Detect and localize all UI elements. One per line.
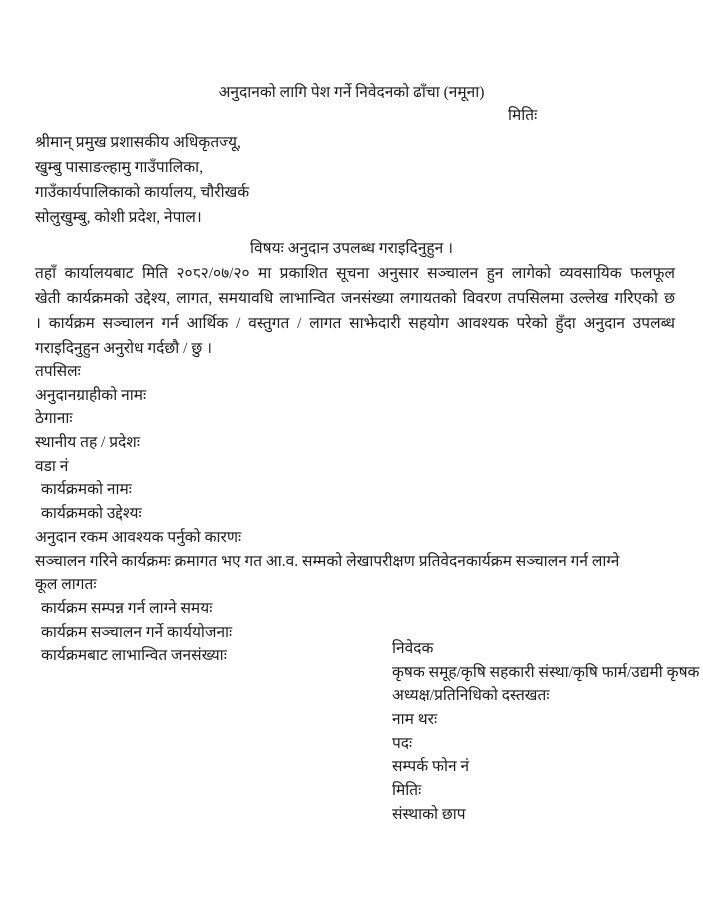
subject-line: विषयः अनुदान उपलब्ध गराइदिनुहुन । bbox=[250, 240, 453, 257]
field-grantee-name: अनुदानग्राहीको नामः bbox=[35, 386, 147, 404]
body-line: तहाँ कार्यालयबाट मिति २०८२/०७/२० मा प्रकाशित सूचना अनुसार सञ्चालन हुन लागेको व्यवसायिक फलफूल bbox=[35, 265, 675, 282]
signature-date-label: मितिः bbox=[392, 782, 422, 800]
recipient-address-block bbox=[35, 130, 249, 230]
body-paragraph bbox=[35, 261, 675, 361]
field-program-objective: कार्यक्रमको उद्देश्यः bbox=[41, 505, 142, 523]
signature-label: अध्यक्ष/प्रतिनिधिको दस्तखतः bbox=[392, 687, 550, 705]
recipient-district-line: सोलुखुम्बु, कोशी प्रदेश, नेपाल। bbox=[35, 209, 202, 226]
position-label: पदः bbox=[392, 734, 413, 752]
body-line: खेती कार्यक्रमको उद्देश्य, लागत, समयावधि लाभान्वित जनसंख्या लगायतको विवरण तपसिलमा उल्लेख गरिएको छ bbox=[35, 290, 675, 307]
name-surname-label: नाम थरः bbox=[392, 711, 438, 729]
field-total-cost: कूल लागतः bbox=[35, 576, 97, 594]
applicant-group-types: कृषक समूह/कृषि सहकारी संस्था/कृषि फार्म/उद्यमी कृषक bbox=[392, 663, 700, 681]
field-action-plan: कार्यक्रम सञ्चालन गर्ने कार्ययोजनाः bbox=[41, 623, 233, 641]
organization-stamp-label: संस्थाको छाप bbox=[392, 805, 466, 823]
body-line: । कार्यक्रम सञ्चालन गर्न आर्थिक / वस्तुगत / लागत साझेदारी सहयोग आवश्यक परेको हुँदा अनुदान उपलब्ध bbox=[35, 315, 675, 332]
field-grant-reason: अनुदान रकम आवश्यक पर्नुको कारणः bbox=[35, 528, 242, 546]
recipient-office-line: गाउँकार्यपालिकाको कार्यालय, चौरीखर्क bbox=[35, 184, 250, 201]
field-program-audit-report: सञ्चालन गरिने कार्यक्रमः क्रमागत भए गत आ.व. सम्मको लेखापरीक्षण प्रतिवेदनकार्यक्रम सञ्चालन गर्न लाग्ने bbox=[35, 552, 620, 570]
field-local-level-province: स्थानीय तह / प्रदेशः bbox=[35, 434, 140, 452]
applicant-heading: निवेदक bbox=[392, 640, 434, 657]
field-address: ठेगानाः bbox=[35, 410, 73, 428]
tapasil-field-list bbox=[35, 360, 693, 668]
applicant-signature-block bbox=[392, 637, 699, 827]
body-line: गराइदिनुहुन अनुरोध गर्दछौ / छु । bbox=[35, 340, 212, 357]
field-beneficiary-population: कार्यक्रमबाट लाभान्वित जनसंख्याः bbox=[41, 647, 227, 665]
date-label: मितिः bbox=[508, 107, 538, 124]
field-program-name: कार्यक्रमको नामः bbox=[41, 481, 132, 499]
recipient-municipality-line: खुम्बु पासाङल्हामु गाउँपालिका, bbox=[35, 159, 204, 176]
field-tapasil-heading: तपसिलः bbox=[35, 363, 81, 380]
field-completion-time: कार्यक्रम सम्पन्न गर्न लाग्ने समयः bbox=[41, 599, 213, 617]
document-title: अनुदानको लागि पेश गर्ने निवेदनको ढाँचा (नमूना) bbox=[218, 84, 485, 101]
field-ward-no: वडा नं bbox=[35, 457, 69, 475]
recipient-officer-line: श्रीमान् प्रमुख प्रशासकीय अधिकृतज्यू, bbox=[35, 134, 241, 151]
contact-phone-label: सम्पर्क फोन नं bbox=[392, 758, 470, 776]
